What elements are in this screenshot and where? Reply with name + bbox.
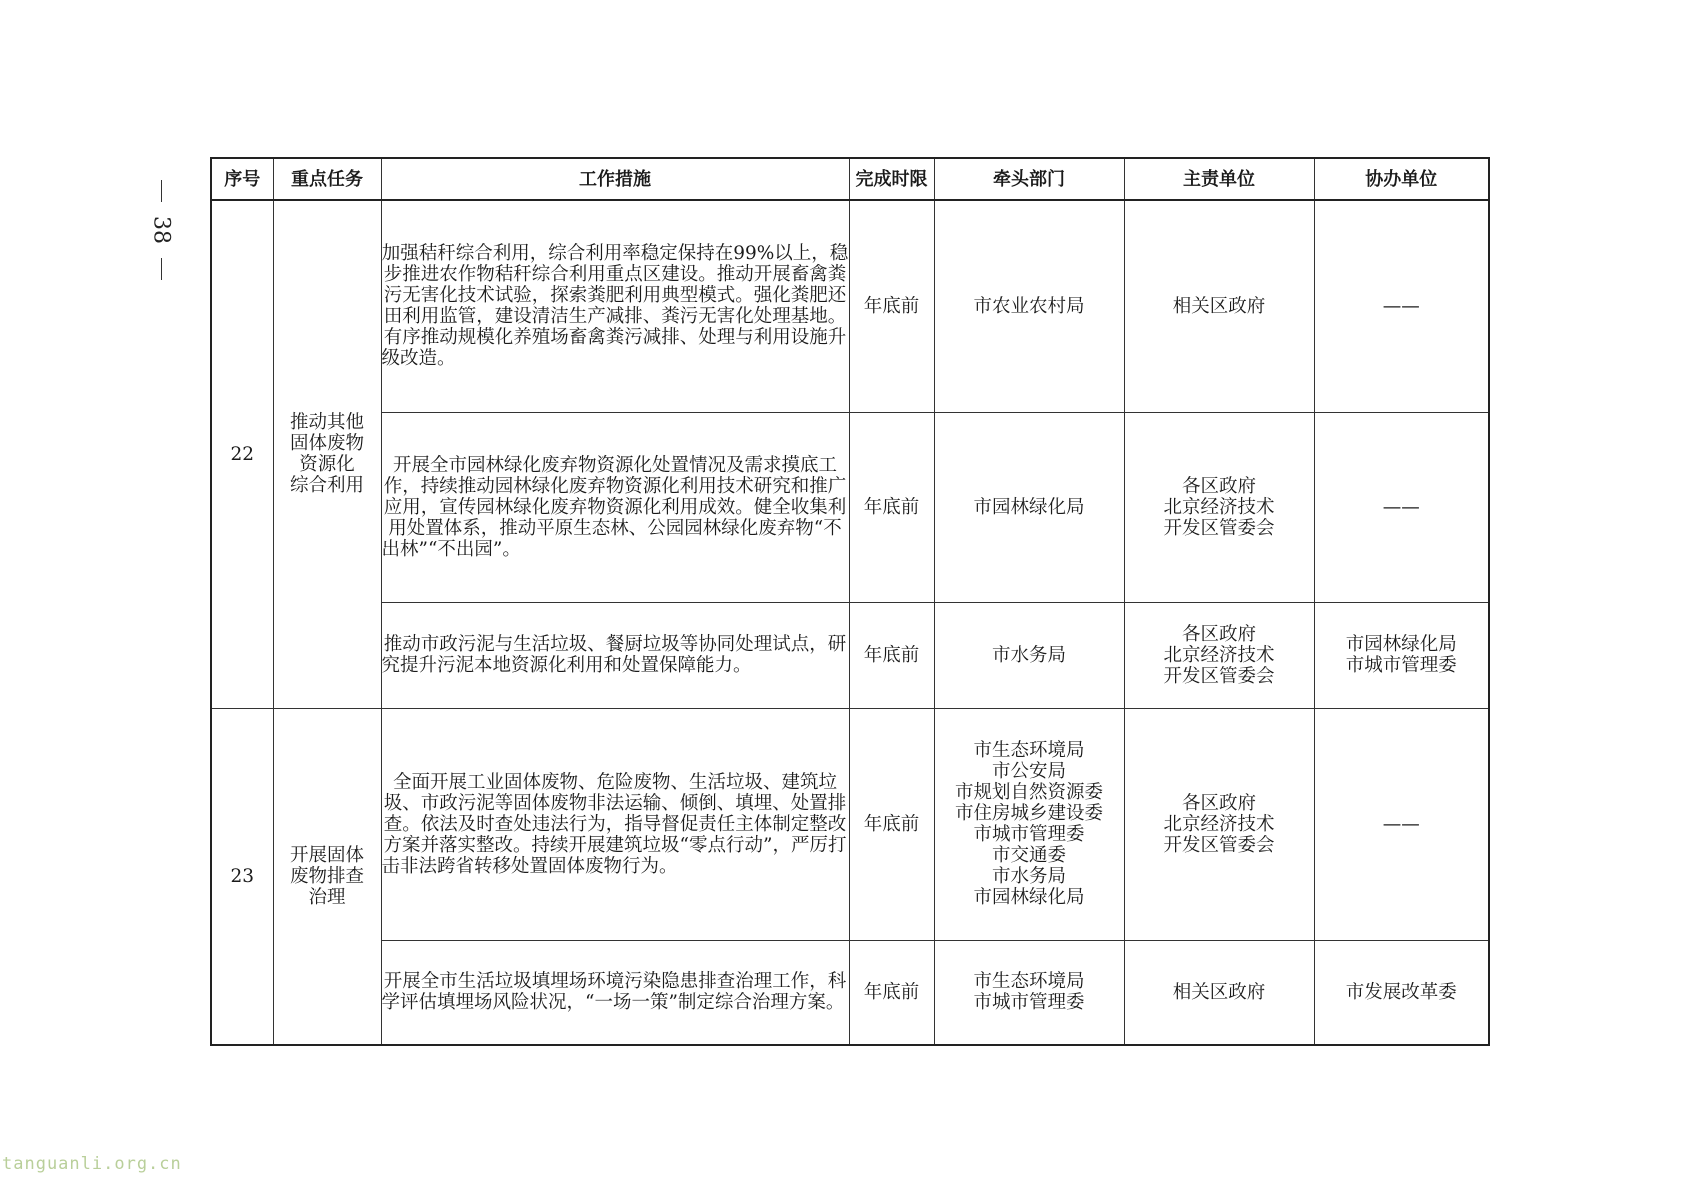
lead-cell [934,708,1124,940]
header-task: 重点任务 [273,158,381,200]
watermark: tanguanli.org.cn [2,1154,182,1174]
task-cell [273,200,381,708]
main-cell [1124,602,1314,708]
header-deadline: 完成时限 [849,158,934,200]
assist-cell [1314,602,1489,708]
main-line: 北京经济技术 [1163,496,1275,518]
lead-line: 市交通委 [991,845,1066,866]
main-line: 开发区管委会 [1163,517,1275,539]
main-cell [1124,200,1314,412]
lead-line: 市公安局 [991,761,1066,782]
main-line: 开发区管委会 [1163,665,1275,687]
main-cell [1124,412,1314,602]
page-number-text: 38 [148,216,174,244]
deadline-cell: 年底前 [849,200,934,412]
deadline-cell: 年底前 [849,940,934,1045]
lead-cell [934,412,1124,602]
header-main: 主责单位 [1124,158,1314,200]
measure-cell: 加强秸秆综合利用，综合利用率稳定保持在99%以上，稳步推进农作物秸秆综合利用重点区建设。推动开展畜禽粪污无害化技术试验，探索粪肥利用典型模式。强化粪肥还田利用监管，建设清洁生产减排、粪污无害化处理基地。有序推动规模化养殖场畜禽粪污减排、处理与利用设施升级改造。 [381,200,849,412]
task-cell [273,708,381,1045]
table-header-row [211,158,1489,200]
lead-cell [934,940,1124,1045]
measure-cell: 开展全市园林绿化废弃物资源化处置情况及需求摸底工作，持续推动园林绿化废弃物资源化利用技术研究和推广应用，宣传园林绿化废弃物资源化利用成效。健全收集利用处置体系，推动平原生态林、公园园林绿化废弃物“不出林”“不出园”。 [381,412,849,602]
deadline-cell: 年底前 [849,602,934,708]
lead-cell [934,200,1124,412]
lead-line: 市规划自然资源委 [954,782,1103,803]
task-line: 开展固体 [289,844,364,866]
assist-line: 市发展改革委 [1345,981,1457,1003]
page-number-dash-top [161,180,162,202]
measure-cell: 开展全市生活垃圾填埋场环境污染隐患排查治理工作，科学评估填埋场风险状况，“一场一策”制定综合治理方案。 [381,940,849,1045]
header-lead: 牵头部门 [934,158,1124,200]
main-line: 北京经济技术 [1163,644,1275,666]
assist-line: —— [1382,295,1420,317]
assist-line: —— [1382,813,1420,835]
assist-line: 市城市管理委 [1345,655,1457,676]
task-line: 废物排查 [289,865,364,887]
lead-line: 市水务局 [991,644,1066,666]
measure-cell: 推动市政污泥与生活垃圾、餐厨垃圾等协同处理试点，研究提升污泥本地资源化利用和处置保障能力。 [381,602,849,708]
task-line: 治理 [308,886,346,908]
table-row [211,412,1489,602]
table-row [211,940,1489,1045]
lead-line: 市生态环境局 [973,740,1085,761]
page-number [148,180,174,310]
lead-line: 市水务局 [991,866,1066,887]
assist-line: 市园林绿化局 [1345,634,1457,655]
assist-cell [1314,412,1489,602]
measure-cell: 全面开展工业固体废物、危险废物、生活垃圾、建筑垃圾、市政污泥等固体废物非法运输、倾倒、填埋、处置排查。依法及时查处违法行为，指导督促责任主体制定整改方案并落实整改。持续开展建筑垃圾“零点行动”，严厉打击非法跨省转移处置固体废物行为。 [381,708,849,940]
lead-line: 市住房城乡建设委 [954,803,1103,824]
assist-cell [1314,940,1489,1045]
deadline-cell: 年底前 [849,708,934,940]
page-number-dash-bottom [161,258,162,280]
task-line: 资源化 [299,454,355,476]
task-line: 综合利用 [289,475,364,497]
lead-line: 市园林绿化局 [973,496,1085,518]
assist-cell [1314,708,1489,940]
main-line: 各区政府 [1181,623,1256,645]
lead-line: 市城市管理委 [973,992,1085,1014]
table-row [211,200,1489,412]
lead-line: 市城市管理委 [973,824,1085,845]
assist-line: —— [1382,496,1420,518]
task-table [210,157,1490,1046]
assist-cell [1314,200,1489,412]
main-line: 相关区政府 [1172,295,1266,317]
main-line: 北京经济技术 [1163,813,1275,835]
main-cell [1124,708,1314,940]
seq-cell: 22 [211,200,273,708]
header-assist: 协办单位 [1314,158,1489,200]
lead-line: 市生态环境局 [973,971,1085,993]
task-line: 固体废物 [289,433,364,455]
table-row [211,708,1489,940]
table-row [211,602,1489,708]
main-cell [1124,940,1314,1045]
seq-cell: 23 [211,708,273,1045]
deadline-cell: 年底前 [849,412,934,602]
header-measure: 工作措施 [381,158,849,200]
lead-line: 市农业农村局 [973,295,1085,317]
task-line: 推动其他 [289,412,364,434]
lead-line: 市园林绿化局 [973,887,1085,908]
main-line: 相关区政府 [1172,981,1266,1003]
header-seq: 序号 [211,158,273,200]
main-line: 各区政府 [1181,475,1256,497]
main-line: 各区政府 [1181,792,1256,814]
lead-cell [934,602,1124,708]
main-line: 开发区管委会 [1163,834,1275,856]
